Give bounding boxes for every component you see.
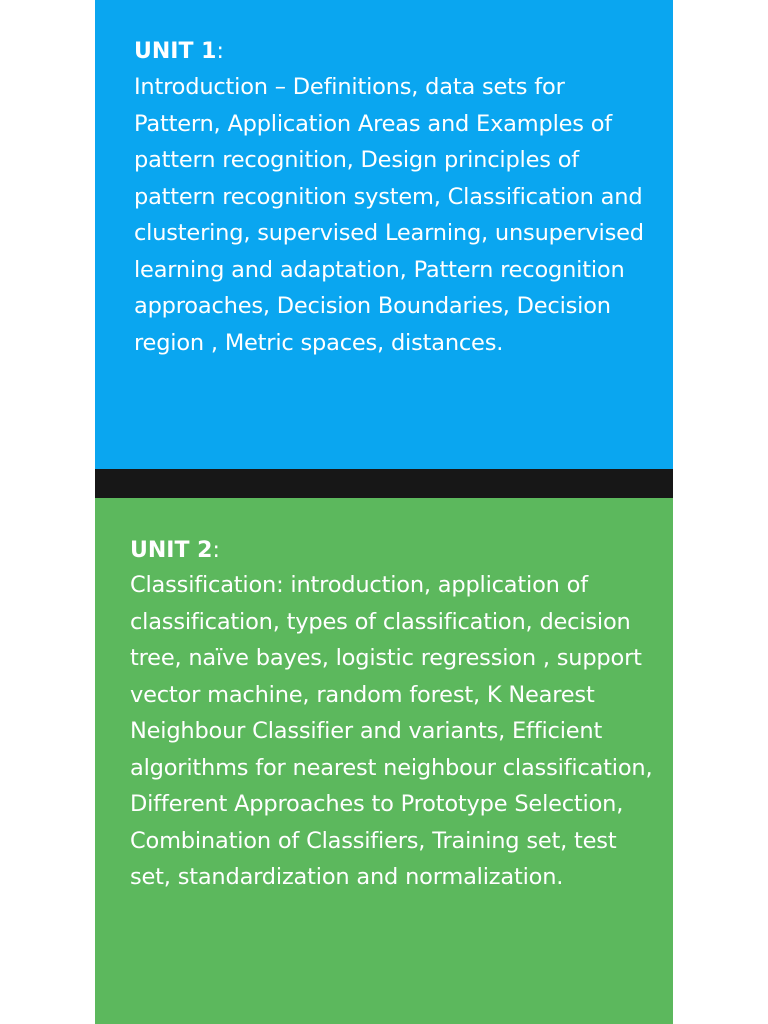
unit-1-heading-text: UNIT 1	[134, 39, 217, 64]
syllabus-sheet	[95, 0, 673, 1024]
unit-1-heading-colon: :	[216, 39, 224, 64]
unit-1-heading	[134, 37, 653, 67]
unit-1-panel	[95, 0, 673, 469]
unit-2-heading-colon: :	[212, 538, 220, 563]
unit-2-panel	[95, 498, 673, 1024]
section-divider	[95, 469, 673, 498]
unit-1-description: Introduction – Definitions, data sets for Pattern, Application Areas and Examples of pattern recognition, Design principles of pattern recognition system, Classification and clustering, supervised Learning, unsupervised learning and adaptation, Pattern recognition approaches, Decision Boundaries, Decision region , Metric spaces, distances.	[134, 74, 644, 356]
unit-2-heading-text: UNIT 2	[130, 538, 213, 563]
unit-2-description: Classification: introduction, application of classification, types of classification, decision tree, naïve bayes, logistic regression , support vector machine, random forest, K Nearest Neighbour Classifier and variants, Efficient algorithms for nearest neighbour classification, Different Approaches to Prototype Selection, Combination of Classifiers, Training set, test set, standardization and normalization.	[130, 572, 653, 890]
unit-2-heading	[130, 536, 653, 566]
